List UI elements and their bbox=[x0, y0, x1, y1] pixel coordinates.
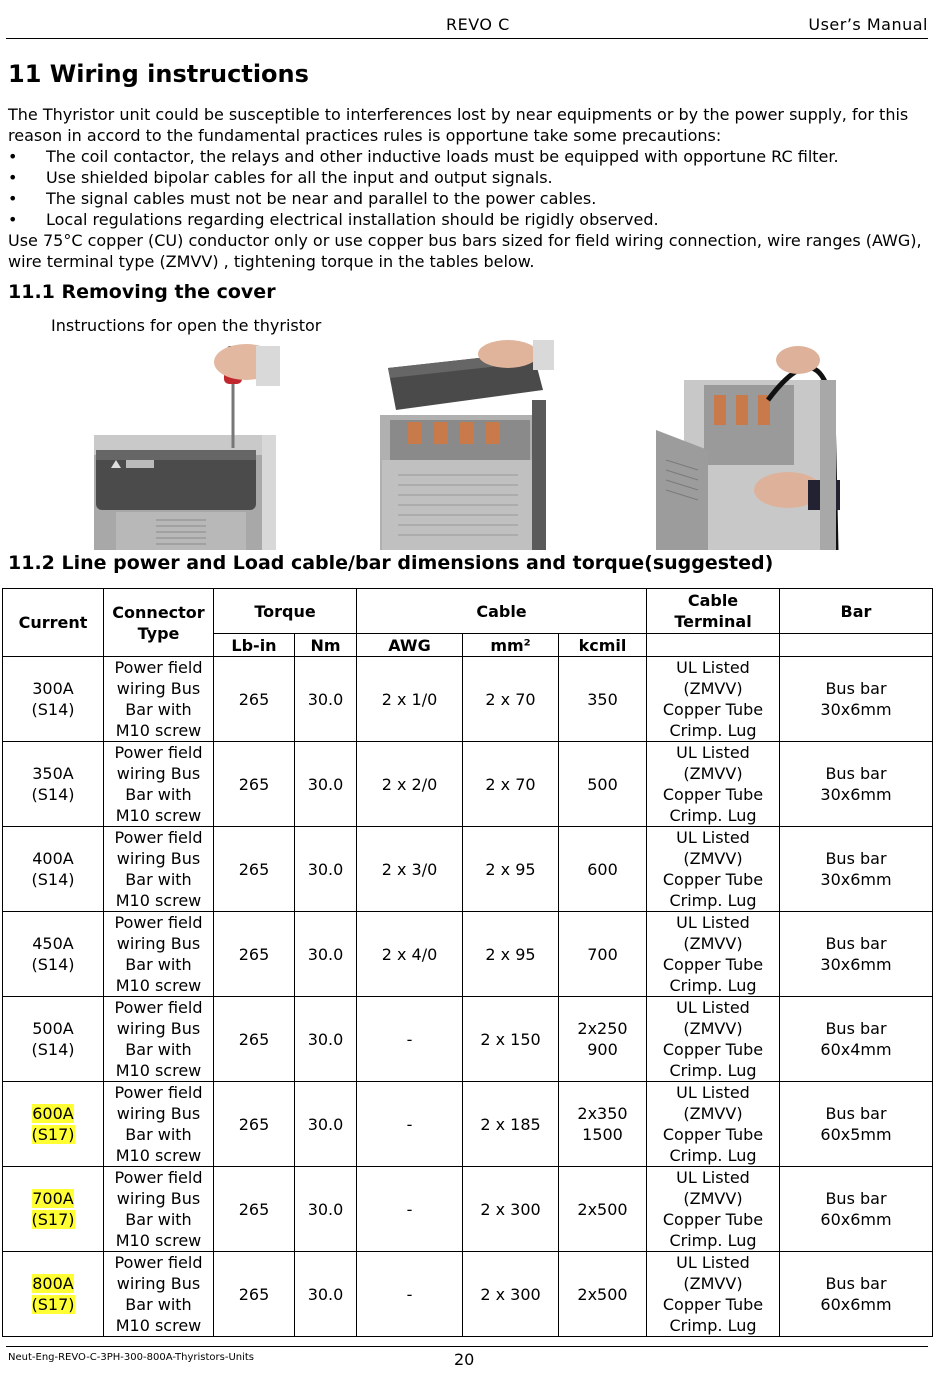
bullet-icon: • bbox=[8, 210, 18, 229]
cell-lbin: 265 bbox=[214, 1167, 295, 1252]
cell-nm: 30.0 bbox=[295, 657, 357, 742]
list-item: • Local regulations regarding electrical installation should be rigidly observed. bbox=[8, 210, 659, 229]
header-product: REVO C bbox=[446, 15, 510, 34]
cell-terminal: UL Listed (ZMVV) Copper Tube Crimp. Lug bbox=[647, 742, 780, 827]
cell-bar: Bus bar 30x6mm bbox=[780, 742, 933, 827]
table-row bbox=[3, 997, 933, 1082]
header-mm2: mm² bbox=[463, 634, 559, 657]
intro-closing: Use 75°C copper (CU) conductor only or use copper bus bars sized for field wiring connection, wire ranges (AWG), wire terminal type (ZMVV) , tightening torque in the tables below. bbox=[8, 231, 922, 271]
table-row bbox=[3, 742, 933, 827]
cell-lbin: 265 bbox=[214, 657, 295, 742]
cell-awg: 2 x 3/0 bbox=[357, 827, 463, 912]
bullet-icon: • bbox=[8, 147, 18, 166]
cell-awg: - bbox=[357, 1167, 463, 1252]
list-item: • The signal cables must not be near and parallel to the power cables. bbox=[8, 189, 597, 208]
header-current: Current bbox=[3, 589, 104, 657]
header-torque: Torque bbox=[214, 589, 357, 634]
bullet-icon: • bbox=[8, 168, 18, 187]
table-row bbox=[3, 657, 933, 742]
subsection-title-removing-cover: 11.1 Removing the cover bbox=[8, 281, 276, 303]
cell-awg: 2 x 1/0 bbox=[357, 657, 463, 742]
cell-current: 350A (S14) bbox=[3, 742, 104, 827]
cell-bar: Bus bar 30x6mm bbox=[780, 912, 933, 997]
table-row bbox=[3, 1252, 933, 1337]
cell-nm: 30.0 bbox=[295, 997, 357, 1082]
cell-current: 450A (S14) bbox=[3, 912, 104, 997]
cell-awg: - bbox=[357, 1082, 463, 1167]
cell-kcmil: 2x500 bbox=[559, 1252, 647, 1337]
intro-block bbox=[8, 104, 928, 272]
table-row bbox=[3, 912, 933, 997]
intro-paragraph: The Thyristor unit could be susceptible to interferences lost by near equipments or by the power supply, for this reason in accord to the fundamental practices rules is opportune take some precautions: bbox=[8, 105, 909, 145]
cell-nm: 30.0 bbox=[295, 912, 357, 997]
cell-kcmil: 700 bbox=[559, 912, 647, 997]
cell-mm2: 2 x 300 bbox=[463, 1167, 559, 1252]
cell-bar: Bus bar 60x4mm bbox=[780, 997, 933, 1082]
photo-unscrew-cover bbox=[86, 340, 280, 550]
header-kcmil: kcmil bbox=[559, 634, 647, 657]
cell-connector: Power field wiring Bus Bar with M10 screw bbox=[104, 997, 214, 1082]
header-awg: AWG bbox=[357, 634, 463, 657]
cell-kcmil: 350 bbox=[559, 657, 647, 742]
cell-terminal: UL Listed (ZMVV) Copper Tube Crimp. Lug bbox=[647, 827, 780, 912]
cell-terminal: UL Listed (ZMVV) Copper Tube Crimp. Lug bbox=[647, 657, 780, 742]
cell-nm: 30.0 bbox=[295, 1252, 357, 1337]
cell-lbin: 265 bbox=[214, 997, 295, 1082]
cell-connector: Power field wiring Bus Bar with M10 screw bbox=[104, 742, 214, 827]
page-number: 20 bbox=[454, 1350, 475, 1369]
photo-lift-cover bbox=[368, 340, 554, 550]
cell-awg: 2 x 4/0 bbox=[357, 912, 463, 997]
cell-connector: Power field wiring Bus Bar with M10 screw bbox=[104, 1082, 214, 1167]
cell-mm2: 2 x 150 bbox=[463, 997, 559, 1082]
table-row bbox=[3, 827, 933, 912]
cell-current: 600A (S17) bbox=[3, 1082, 104, 1167]
cell-terminal: UL Listed (ZMVV) Copper Tube Crimp. Lug bbox=[647, 1167, 780, 1252]
cell-lbin: 265 bbox=[214, 1082, 295, 1167]
cell-current: 300A (S14) bbox=[3, 657, 104, 742]
cell-nm: 30.0 bbox=[295, 1167, 357, 1252]
cell-mm2: 2 x 70 bbox=[463, 742, 559, 827]
cell-nm: 30.0 bbox=[295, 742, 357, 827]
cell-connector: Power field wiring Bus Bar with M10 screw bbox=[104, 827, 214, 912]
cell-bar: Bus bar 60x6mm bbox=[780, 1252, 933, 1337]
cell-mm2: 2 x 95 bbox=[463, 912, 559, 997]
list-item: • The coil contactor, the relays and other inductive loads must be equipped with opportune RC filter. bbox=[8, 147, 839, 166]
cell-terminal: UL Listed (ZMVV) Copper Tube Crimp. Lug bbox=[647, 912, 780, 997]
cell-current: 500A (S14) bbox=[3, 997, 104, 1082]
precautions-list bbox=[8, 146, 928, 230]
header-terminal-blank bbox=[647, 634, 780, 657]
cell-bar: Bus bar 60x6mm bbox=[780, 1167, 933, 1252]
cell-terminal: UL Listed (ZMVV) Copper Tube Crimp. Lug bbox=[647, 1082, 780, 1167]
cell-kcmil: 2x500 bbox=[559, 1167, 647, 1252]
page-footer bbox=[6, 1346, 928, 1369]
cell-bar: Bus bar 30x6mm bbox=[780, 827, 933, 912]
cell-mm2: 2 x 185 bbox=[463, 1082, 559, 1167]
bullet-icon: • bbox=[8, 189, 18, 208]
cell-current: 800A (S17) bbox=[3, 1252, 104, 1337]
photo-caption: Instructions for open the thyristor bbox=[51, 316, 322, 335]
header-nm: Nm bbox=[295, 634, 357, 657]
cell-nm: 30.0 bbox=[295, 1082, 357, 1167]
page-header bbox=[6, 12, 928, 39]
cell-connector: Power field wiring Bus Bar with M10 screw bbox=[104, 657, 214, 742]
cell-kcmil: 2x350 1500 bbox=[559, 1082, 647, 1167]
cell-kcmil: 600 bbox=[559, 827, 647, 912]
cell-current: 400A (S14) bbox=[3, 827, 104, 912]
cell-kcmil: 500 bbox=[559, 742, 647, 827]
table-row bbox=[3, 1082, 933, 1167]
header-bar-blank bbox=[780, 634, 933, 657]
cell-connector: Power field wiring Bus Bar with M10 screw bbox=[104, 1167, 214, 1252]
footer-doc-code: Neut-Eng-REVO-C-3PH-300-800A-Thyristors-Units bbox=[8, 1352, 255, 1363]
header-cable: Cable bbox=[357, 589, 647, 634]
cell-lbin: 265 bbox=[214, 827, 295, 912]
header-bar: Bar bbox=[780, 589, 933, 634]
cell-terminal: UL Listed (ZMVV) Copper Tube Crimp. Lug bbox=[647, 1252, 780, 1337]
cell-lbin: 265 bbox=[214, 742, 295, 827]
cell-mm2: 2 x 95 bbox=[463, 827, 559, 912]
table-body bbox=[3, 657, 933, 1337]
cell-bar: Bus bar 60x5mm bbox=[780, 1082, 933, 1167]
photo-open-front-panel bbox=[648, 340, 840, 550]
header-connector-type: Connector Type bbox=[104, 589, 214, 657]
cell-mm2: 2 x 70 bbox=[463, 657, 559, 742]
cell-terminal: UL Listed (ZMVV) Copper Tube Crimp. Lug bbox=[647, 997, 780, 1082]
subsection-title-cable-dimensions: 11.2 Line power and Load cable/bar dimensions and torque(suggested) bbox=[8, 552, 774, 574]
cell-awg: - bbox=[357, 1252, 463, 1337]
header-doc-type: User’s Manual bbox=[808, 15, 928, 34]
cell-lbin: 265 bbox=[214, 912, 295, 997]
cell-nm: 30.0 bbox=[295, 827, 357, 912]
cell-current: 700A (S17) bbox=[3, 1167, 104, 1252]
cell-connector: Power field wiring Bus Bar with M10 screw bbox=[104, 912, 214, 997]
cable-dimensions-table bbox=[2, 588, 933, 1337]
cell-bar: Bus bar 30x6mm bbox=[780, 657, 933, 742]
cell-mm2: 2 x 300 bbox=[463, 1252, 559, 1337]
cell-lbin: 265 bbox=[214, 1252, 295, 1337]
section-title: 11 Wiring instructions bbox=[8, 60, 309, 88]
list-item: • Use shielded bipolar cables for all the input and output signals. bbox=[8, 168, 553, 187]
cell-kcmil: 2x250 900 bbox=[559, 997, 647, 1082]
cell-awg: - bbox=[357, 997, 463, 1082]
cell-connector: Power field wiring Bus Bar with M10 screw bbox=[104, 1252, 214, 1337]
cell-awg: 2 x 2/0 bbox=[357, 742, 463, 827]
table-row bbox=[3, 1167, 933, 1252]
header-cable-terminal: Cable Terminal bbox=[647, 589, 780, 634]
header-lbin: Lb-in bbox=[214, 634, 295, 657]
